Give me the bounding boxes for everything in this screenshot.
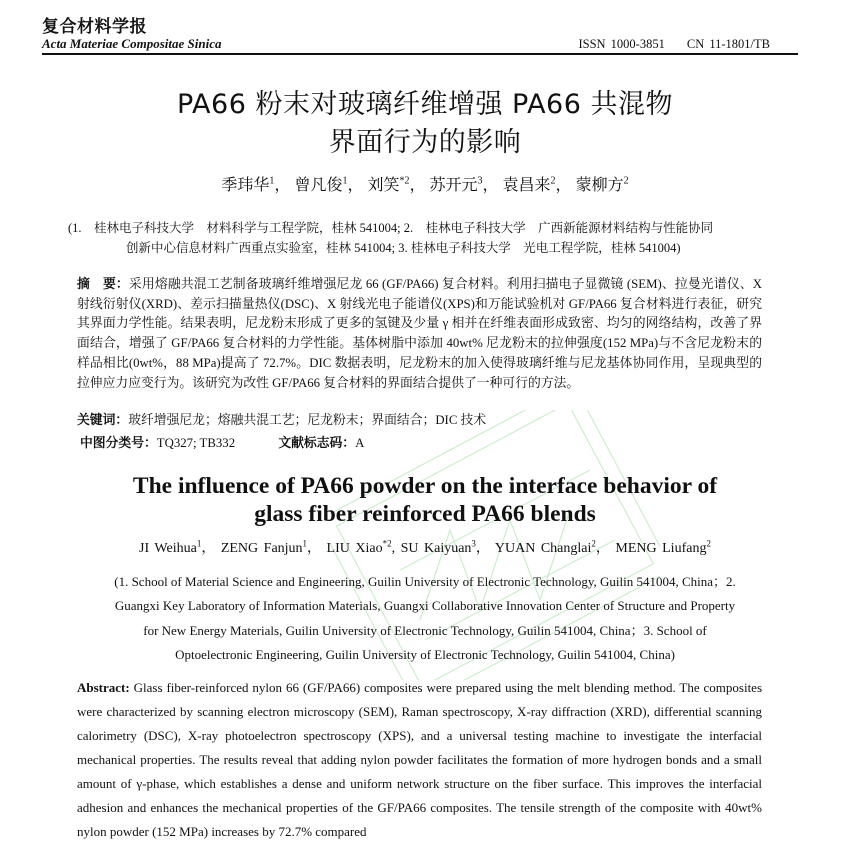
abstract-en-text: Glass fiber-reinforced nylon 66 (GF/PA66) composites were prepared using the melt blending method. The composites were characterized by scanning electron microscopy (SEM), Raman spectroscopy, X-ray diffraction (XRD), differential scanning calorimetry (DSC), X-ray photoelectron spectroscopy (XPS), and a universal testing machine to investigate the interfacial mechanical properties. The results reveal that adding nylon powder facilitates the formation of more hydrogen bonds and a small amount of γ-phase, which establishes a dense and uniform network structure on the fiber surface. This improves the interfacial adhesion and enhances the mechanical properties of the GF/PA66 composites. The tensile strength of the composite with 40wt% nylon powder (152 MPa) increases by 72.7% compared	[77, 680, 763, 839]
clc-value: TQ327; TB332	[156, 436, 236, 450]
article-title-cn	[0, 86, 850, 162]
title-en-line2: glass fiber reinforced PA66 blends	[254, 501, 596, 527]
doc-code-label: 文献标志码：	[278, 436, 356, 451]
journal-title-cn: 复合材料学报	[42, 17, 147, 37]
author-en: JI Weihua$^1$，	[139, 538, 216, 556]
keywords-cn-label: 关键词：	[77, 413, 129, 428]
affiliation-en-line2: Guangxi Key Laboratory of Information Materials, Guangxi Collaborative Innovation Center of Structure and Property	[114, 598, 736, 614]
affiliation-cn	[68, 218, 800, 258]
issn: ISSN 1000-3851	[578, 37, 665, 51]
abstract-cn-label: 摘 要：	[77, 277, 129, 292]
affiliation-cn-line2: 创新中心信息材料广西重点实验室，桂林 541004; 3. 桂林电子科技大学 光电工程学院，桂林 541004)	[126, 241, 681, 255]
author-cn: 刘笑$^{*2}$，	[367, 175, 426, 194]
article-title-en	[0, 472, 850, 528]
doc-code-value: A	[355, 436, 365, 450]
author-cn: 曾凡俊$^1$，	[294, 175, 364, 194]
title-cn-line1: PA66 粉末对玻璃纤维增强 PA66 共混物	[176, 89, 673, 120]
author-en: ZENG Fanjun$^1$，	[220, 538, 322, 556]
affiliation-en-line4: Optoelectronic Engineering, Guilin University of Electronic Technology, Guilin 541004, China)	[175, 646, 675, 662]
abstract-cn	[77, 275, 762, 393]
author-en: SU Kaiyuan$^3$，	[400, 538, 490, 556]
authors-en	[0, 537, 850, 557]
affiliation-en-line3: for New Energy Materials, Guilin University of Electronic Technology, Guilin 541004, China；3. School of	[143, 622, 707, 638]
author-en: YUAN Changlai$^2$，	[494, 538, 610, 556]
author-cn: 季玮华$^1$，	[221, 175, 291, 194]
classification-cn	[80, 432, 364, 451]
affiliation-en-line1: (1. School of Material Science and Engineering, Guilin University of Electronic Technology, Guilin 541004, China；2.	[114, 574, 736, 589]
author-cn: 袁昌来$^2$，	[502, 175, 572, 194]
author-en: LIU Xiao$^{*2}$,	[326, 538, 401, 556]
title-cn-line2: 界面行为的影响	[328, 127, 522, 158]
author-cn: 苏开元$^3$，	[429, 175, 499, 194]
abstract-en	[77, 676, 762, 844]
author-en: MENG Liufang$^2$	[615, 538, 711, 556]
abstract-en-label: Abstract:	[77, 680, 130, 695]
author-cn: 蒙柳方$^2$	[575, 175, 629, 194]
journal-title-en: Acta Materiae Compositae Sinica	[42, 36, 222, 51]
keywords-cn	[77, 409, 486, 428]
affiliation-en	[56, 570, 794, 667]
cn-number: CN 11-1801/TB	[686, 37, 770, 51]
keywords-cn-text: 玻纤增强尼龙；熔融共混工艺；尼龙粉末；界面结合；DIC 技术	[128, 413, 487, 427]
journal-identifiers	[578, 37, 770, 52]
authors-cn	[0, 172, 850, 195]
abstract-cn-text: 采用熔融共混工艺制备玻璃纤维增强尼龙 66 (GF/PA66) 复合材料。利用扫描电子显微镜 (SEM)、拉曼光谱仪、X 射线衍射仪(XRD)、差示扫描量热仪(DSC)、X 射线光电子能谱仪(XPS)和万能试验机对 GF/PA66 复合材料进行表征，研究其界面力学性能。结果表明，尼龙粉末形成了更多的氢键及少量 γ 相并在纤维表面形成致密、均匀的网络结构，改善了界面结合，增强了 GF/PA66 复合材料的力学性能。基体树脂中添加 40wt% 尼龙粉末的拉伸强度(152 MPa)与不含尼龙粉末的样品相比(0wt%，88 MPa)提高了 72.7%。DIC 数据表明，尼龙粉末的加入使得玻璃纤维与尼龙基体协同作用，呈现典型的拉伸应力应变行为。该研究为改性 GF/PA66 复合材料的界面结合提供了一种可行的方法。	[77, 277, 763, 390]
clc-label: 中图分类号：	[80, 436, 157, 451]
header-rule	[42, 53, 798, 55]
affiliation-cn-line1: (1. 桂林电子科技大学 材料科学与工程学院，桂林 541004; 2. 桂林电子科技大学 广西新能源材料结构与性能协同	[68, 221, 714, 235]
title-en-line1: The influence of PA66 powder on the interface behavior of	[132, 473, 718, 499]
